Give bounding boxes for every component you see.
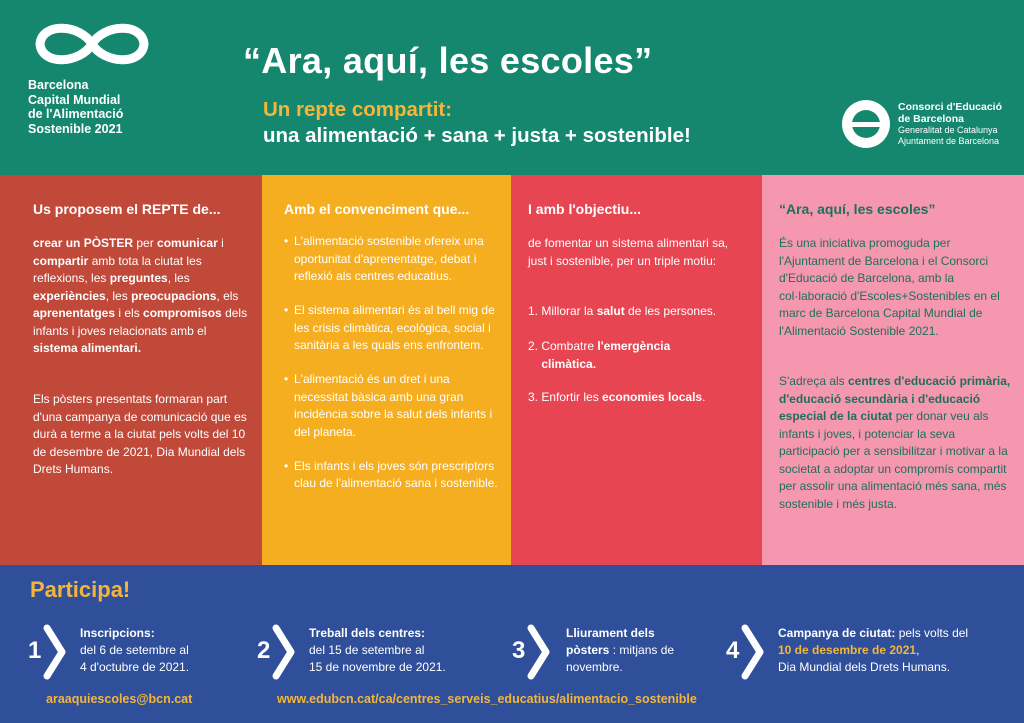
list-item: • El sistema alimentari és al bell mig de les crisis climàtica, ecològica, social i sanitària a les quals ens enfrontem. bbox=[284, 302, 502, 355]
step-text: Treball dels centres: del 15 de setembre al 15 de novembre de 2021. bbox=[309, 626, 446, 674]
consorci-e-icon bbox=[842, 100, 890, 148]
step-text: Lliurament dels pòsters : mitjans de novembre. bbox=[566, 626, 675, 674]
chevron-right-icon bbox=[42, 623, 68, 681]
escoles-paragraph-2: S'adreça als centres d'educació primària, d'educació secundària i d'educació especial de la ciutat per donar veu als infants i joves, i potenciar la seva participació per a sensibilitzar i motivar a la societat a adoptar un compromís compartit per assolir una alimentació més sana, més sostenible i més justa. bbox=[779, 374, 1011, 511]
chevron-right-icon bbox=[740, 623, 766, 681]
barcelona-capital-logo bbox=[28, 16, 158, 136]
subtitle-2: una alimentació + sana + justa + sostenible! bbox=[263, 124, 691, 147]
list-item: • Els infants i els joves són prescriptors clau de l'alimentació sana i sostenible. bbox=[284, 458, 502, 493]
consorci-line2: de Barcelona bbox=[898, 113, 964, 125]
subtitle-1: Un repte compartit: bbox=[263, 98, 453, 121]
convenciment-list bbox=[284, 233, 502, 509]
website-link[interactable]: www.edubcn.cat/ca/centres_serveis_educatius/alimentacio_sostenible bbox=[277, 692, 697, 706]
page-title: “Ara, aquí, les escoles” bbox=[243, 40, 653, 81]
column-heading: “Ara, aquí, les escoles” bbox=[779, 201, 936, 217]
consorci-line1: Consorci d'Educació bbox=[898, 101, 1003, 113]
column-heading: Us proposem el REPTE de... bbox=[33, 201, 221, 217]
header bbox=[0, 0, 1024, 175]
chevron-right-icon bbox=[271, 623, 297, 681]
column-escoles bbox=[762, 175, 1024, 565]
step-number: 2 bbox=[257, 637, 271, 664]
consorci-line3: Generalitat de Catalunya bbox=[898, 125, 998, 135]
participa-heading: Participa! bbox=[30, 577, 131, 602]
step-text: Inscripcions: del 6 de setembre al 4 d'octubre de 2021. bbox=[80, 626, 190, 674]
footer bbox=[0, 565, 1024, 723]
step-number: 1 bbox=[28, 637, 42, 664]
objectiu-item-2: 2. Combatre l'emergència climàtica. bbox=[528, 339, 671, 371]
email-link[interactable]: araaquiescoles@bcn.cat bbox=[46, 692, 193, 706]
list-item: • L'alimentació és un dret i una necessitat bàsica amb una gran incidència sobre la salut dels infants i del planeta. bbox=[284, 371, 502, 441]
chevron-right-icon bbox=[526, 623, 552, 681]
column-convenciment bbox=[262, 175, 511, 565]
infinity-icon bbox=[28, 16, 156, 72]
column-repte bbox=[0, 175, 262, 565]
repte-paragraph-2: Els pòsters presentats formaran part d'una campanya de comunicació que es durà a terme a la ciutat pels volts del 10 de desembre de 2021, Dia Mundial dels Drets Humans. bbox=[33, 392, 247, 476]
repte-paragraph-1: crear un PÒSTER per comunicar i compartir amb tota la ciutat les reflexions, les preguntes, les experiències, les preocupacions, els aprenentatges i els compromisos dels infants i joves relacionats amb el sistema alimentari. bbox=[33, 236, 248, 355]
step-text: Campanya de ciutat: pels volts del 10 de desembre de 2021, Dia Mundial dels Drets Humans. bbox=[778, 626, 969, 674]
escoles-paragraph-1: És una iniciativa promoguda per l'Ajuntament de Barcelona i el Consorci d'Educació de Barcelona, amb la col·laboració d'Escoles+Sostenibles en el marc de Barcelona Capital Mundial de l'Alimentació Sostenible 2021. bbox=[779, 236, 1000, 338]
consorci-line4: Ajuntament de Barcelona bbox=[898, 136, 1000, 146]
column-heading: Amb el convenciment que... bbox=[284, 201, 470, 217]
column-objectiu bbox=[511, 175, 762, 565]
objectiu-item-3: 3. Enfortir les economies locals. bbox=[528, 390, 706, 404]
step-number: 3 bbox=[512, 637, 526, 664]
step-number: 4 bbox=[726, 637, 740, 664]
column-heading: I amb l'objectiu... bbox=[528, 201, 642, 217]
objectiu-intro: de fomentar un sistema alimentari sa, just i sostenible, per un triple motiu: bbox=[528, 236, 729, 268]
consorci-logo bbox=[842, 100, 1002, 148]
logo-left-text: Barcelona Capital Mundial de l'Alimentació Sostenible 2021 bbox=[28, 78, 124, 136]
list-item: • L'alimentació sostenible ofereix una oportunitat d'aprenentatge, debat i reflexió als centres educatius. bbox=[284, 233, 502, 286]
objectiu-item-1: 1. Millorar la salut de les persones. bbox=[528, 304, 717, 318]
